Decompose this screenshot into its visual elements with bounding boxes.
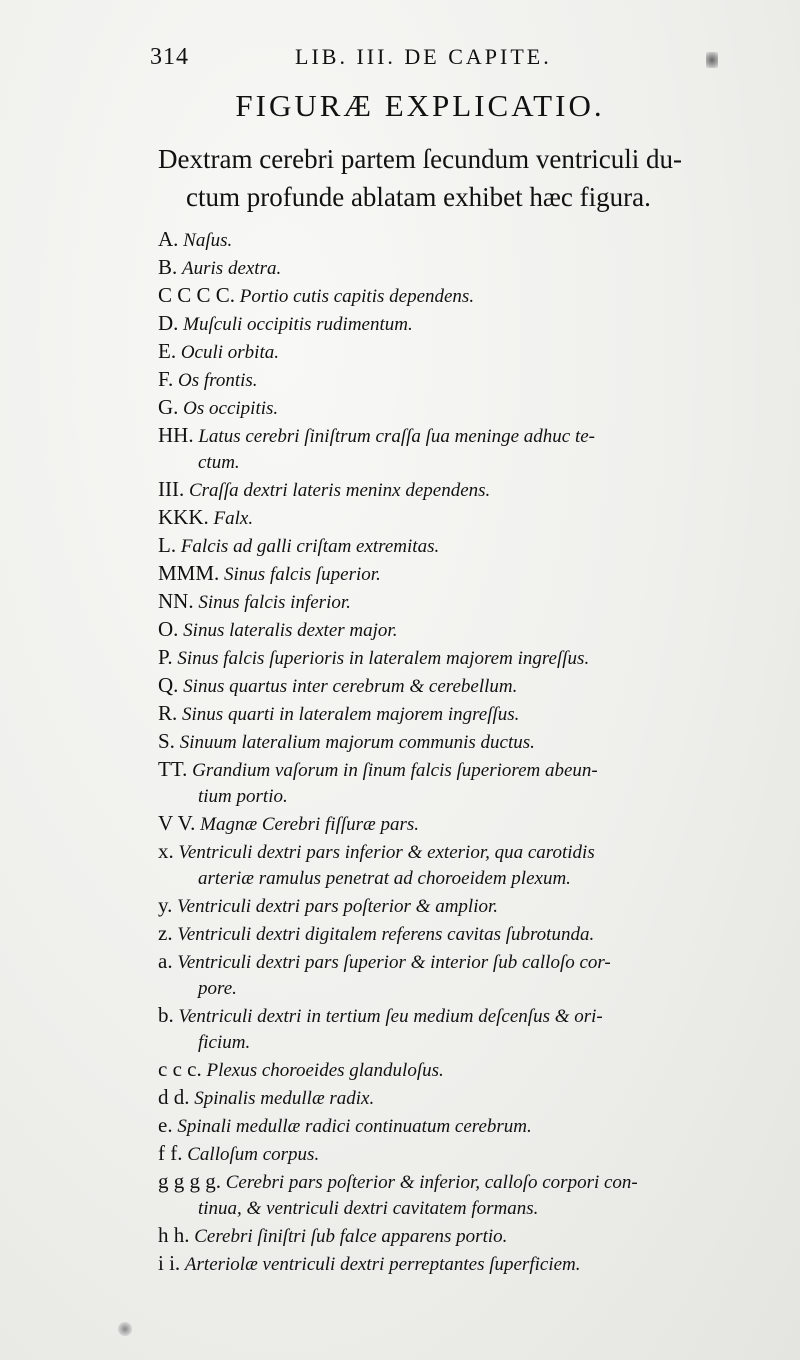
legend-key: D.	[158, 311, 179, 335]
legend-text: Spinalis medullæ radix.	[194, 1088, 375, 1109]
legend-text: Ventriculi dextri digitalem referens cavitas ſubrotunda.	[177, 924, 595, 945]
legend-key: e.	[158, 1113, 173, 1137]
page-header	[150, 40, 750, 80]
legend-text: Sinus falcis ſuperioris in lateralem majorem ingreſſus.	[177, 648, 590, 669]
legend-text: Sinus quarti in lateralem majorem ingreſſus.	[182, 704, 520, 725]
legend-text: Muſculi occipitis rudimentum.	[183, 314, 413, 335]
legend-item	[158, 560, 768, 588]
legend-key: E.	[158, 339, 177, 363]
legend-item	[158, 422, 768, 476]
intro-line-2: ctum profunde ablatam exhibet hæc figura.	[186, 182, 651, 212]
legend-item	[158, 810, 768, 838]
legend-item	[158, 338, 768, 366]
legend-key: C C C C.	[158, 283, 236, 307]
legend-key: NN.	[158, 589, 194, 613]
legend-key: L.	[158, 533, 177, 557]
legend-item	[158, 394, 768, 422]
legend-item	[158, 1222, 768, 1250]
legend-key: Q.	[158, 673, 179, 697]
legend-key: b.	[158, 1003, 174, 1027]
legend-text: Magnæ Cerebri fiſſuræ pars.	[200, 814, 419, 835]
legend-key: TT.	[158, 757, 188, 781]
legend-key: z.	[158, 921, 173, 945]
legend-key: y.	[158, 893, 173, 917]
legend-text: Craſſa dextri lateris meninx dependens.	[188, 480, 491, 501]
legend-item	[158, 700, 768, 728]
legend-item	[158, 282, 768, 310]
legend-key: P.	[158, 645, 173, 669]
legend-key: i i.	[158, 1251, 181, 1275]
legend-item	[158, 728, 768, 756]
legend-key: V V.	[158, 811, 196, 835]
legend-item	[158, 1140, 768, 1168]
figure-legend	[158, 226, 768, 1278]
legend-item	[158, 532, 768, 560]
legend-item	[158, 1250, 768, 1278]
legend-text-continuation: ctum.	[198, 452, 240, 473]
legend-key: F.	[158, 367, 174, 391]
intro-paragraph	[158, 140, 758, 216]
legend-item	[158, 504, 768, 532]
legend-text: Latus cerebri ſiniſtrum craſſa ſua meninge adhuc te-	[198, 426, 596, 447]
ink-smudge	[118, 1322, 132, 1336]
legend-key: III.	[158, 477, 185, 501]
legend-text: Sinus quartus inter cerebrum & cerebellum.	[183, 676, 518, 697]
legend-text: Os occipitis.	[183, 398, 279, 419]
legend-key: S.	[158, 729, 175, 753]
legend-text: Naſus.	[183, 230, 233, 251]
legend-key: KKK.	[158, 505, 209, 529]
legend-text-continuation: ficium.	[198, 1032, 251, 1053]
legend-key: HH.	[158, 423, 194, 447]
legend-key: R.	[158, 701, 178, 725]
legend-key: x.	[158, 839, 174, 863]
legend-key: a.	[158, 949, 173, 973]
legend-text: Sinus falcis inferior.	[198, 592, 351, 613]
legend-key: f f.	[158, 1141, 183, 1165]
legend-text-continuation: pore.	[198, 978, 237, 999]
legend-item	[158, 476, 768, 504]
legend-item	[158, 588, 768, 616]
legend-text: Sinuum lateralium majorum communis ductus.	[179, 732, 535, 753]
legend-text: Ventriculi dextri pars ſuperior & interior ſub calloſo cor-	[177, 952, 611, 973]
legend-item	[158, 616, 768, 644]
legend-item	[158, 1002, 768, 1056]
intro-line-1: Dextram cerebri partem ſecundum ventriculi du-	[158, 144, 683, 174]
legend-text: Auris dextra.	[182, 258, 282, 279]
page-number: 314	[150, 44, 189, 70]
legend-item	[158, 366, 768, 394]
legend-text: Cerebri ſiniſtri ſub falce apparens portio.	[194, 1226, 508, 1247]
legend-item	[158, 644, 768, 672]
legend-item	[158, 672, 768, 700]
legend-key: d d.	[158, 1085, 190, 1109]
legend-text: Arteriolæ ventriculi dextri perreptantes ſuperficiem.	[184, 1254, 581, 1275]
legend-item	[158, 920, 768, 948]
legend-key: MMM.	[158, 561, 220, 585]
legend-text: Sinus falcis ſuperior.	[224, 564, 381, 585]
legend-text: Sinus lateralis dexter major.	[183, 620, 398, 641]
legend-item	[158, 1084, 768, 1112]
legend-key: B.	[158, 255, 178, 279]
section-title: FIGURÆ EXPLICATIO.	[235, 88, 605, 123]
legend-text-continuation: arteriæ ramulus penetrat ad choroeidem plexum.	[198, 868, 571, 889]
legend-text: Cerebri pars poſterior & inferior, calloſo corpori con-	[225, 1172, 638, 1193]
legend-item	[158, 254, 768, 282]
legend-item	[158, 892, 768, 920]
legend-text: Oculi orbita.	[180, 342, 279, 363]
legend-item	[158, 310, 768, 338]
legend-text: Calloſum corpus.	[187, 1144, 320, 1165]
legend-text: Ventriculi dextri in tertium ſeu medium deſcenſus & ori-	[178, 1006, 603, 1027]
legend-text: Falx.	[213, 508, 254, 529]
legend-item	[158, 226, 768, 254]
legend-item	[158, 756, 768, 810]
legend-item	[158, 1168, 768, 1222]
legend-text: Ventriculi dextri pars poſterior & amplior.	[177, 896, 499, 917]
legend-item	[158, 948, 768, 1002]
legend-text-continuation: tium portio.	[198, 786, 288, 807]
legend-item	[158, 838, 768, 892]
legend-text: Os frontis.	[178, 370, 258, 391]
legend-text: Grandium vaſorum in ſinum falcis ſuperiorem abeun-	[192, 760, 598, 781]
legend-key: h h.	[158, 1223, 190, 1247]
legend-key: A.	[158, 227, 179, 251]
legend-key: G.	[158, 395, 179, 419]
legend-text: Falcis ad galli criſtam extremitas.	[180, 536, 440, 557]
legend-key: g g g g.	[158, 1169, 221, 1193]
legend-text: Plexus choroeides glanduloſus.	[206, 1060, 444, 1081]
legend-item	[158, 1112, 768, 1140]
legend-key: O.	[158, 617, 179, 641]
legend-text: Spinali medullæ radici continuatum cerebrum.	[177, 1116, 532, 1137]
legend-text: Ventriculi dextri pars inferior & exterior, qua carotidis	[178, 842, 595, 863]
legend-text-continuation: tinua, & ventriculi dextri cavitatem formans.	[198, 1198, 539, 1219]
legend-key: c c c.	[158, 1057, 202, 1081]
legend-text: Portio cutis capitis dependens.	[239, 286, 475, 307]
running-head: LIB. III. DE CAPITE.	[295, 44, 552, 69]
legend-item	[158, 1056, 768, 1084]
